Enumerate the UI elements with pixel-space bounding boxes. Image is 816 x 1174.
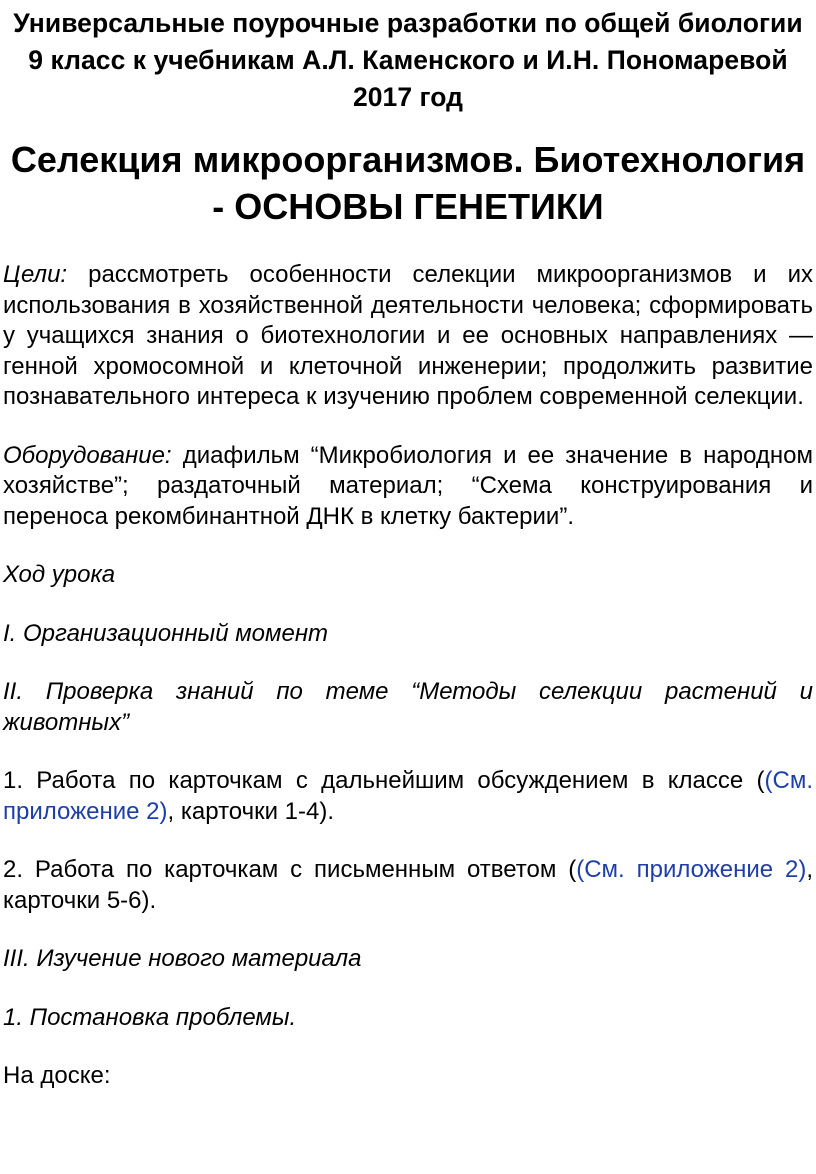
- equipment-label: Оборудование:: [3, 441, 172, 469]
- stage-1-heading: I. Организационный момент: [3, 619, 329, 647]
- lesson-title: Селекция микроорганизмов. Биотехнология - ОСНОВЫ ГЕНЕТИКИ: [10, 139, 806, 227]
- stage-2-heading: II. Проверка знаний по теме “Методы селекции растений и животных”: [3, 678, 813, 736]
- task-2-text-before: 2. Работа по карточкам с письменным ответом (: [3, 856, 577, 883]
- book-title: Универсальные поурочные разработки по общей биологии 9 класс к учебникам А.Л. Каменского и И.Н. Пономаревой 2017 год: [13, 8, 803, 112]
- goals-label: Цели:: [3, 261, 68, 288]
- stage-3-heading: III. Изучение нового материала: [3, 945, 362, 972]
- appendix-2-link[interactable]: (См. приложение 2): [3, 767, 813, 825]
- problem-heading: 1. Постановка проблемы.: [3, 1003, 297, 1031]
- task-1-paragraph: [3, 766, 813, 827]
- task-1-text-after: , карточки 1-4).: [167, 797, 335, 825]
- goals-paragraph: [3, 260, 813, 413]
- course-heading: Ход урока: [3, 561, 116, 588]
- task-2-paragraph: [3, 855, 813, 916]
- equipment-paragraph: [3, 441, 813, 533]
- goals-text: рассмотреть особенности селекции микроорганизмов и их использования в хозяйственной деятельности человека; сформировать у учащихся знания о биотехнологии и ее основных направлениях — генной хромосомной и клеточной инженерии; продолжить развитие познавательного интереса к изучению проблем современной селекции.: [3, 261, 813, 410]
- equipment-text: диафильм “Микробиология и ее значение в народном хозяйстве”; раздаточный материал; “Схема конструирования и переноса рекомбинантной ДНК в клетку бактерии”.: [3, 441, 813, 530]
- board-label: На доске:: [3, 1062, 111, 1089]
- task-1-text-before: 1. Работа по карточкам с дальнейшим обсуждением в классе (: [3, 767, 765, 794]
- appendix-2-link[interactable]: (См. приложение 2): [576, 856, 807, 883]
- task-2-text-after: , карточки 5-6).: [3, 856, 814, 914]
